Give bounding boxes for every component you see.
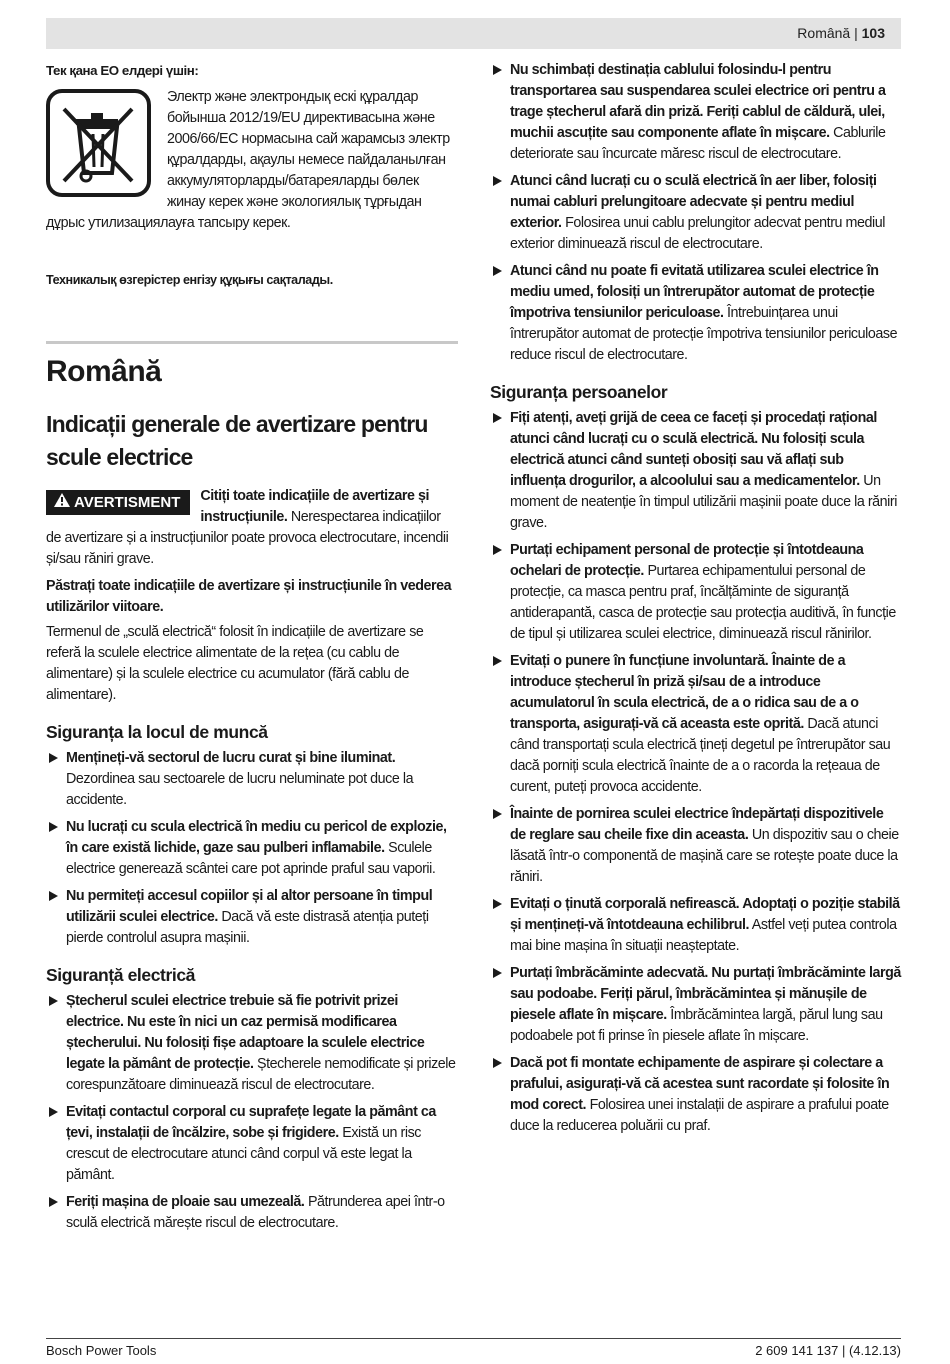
list-item [46, 991, 458, 1096]
item-text: Pătrunderea apei într-o sculă electrică mărește riscul de electrocutare. [66, 1194, 445, 1231]
bullet-arrow-icon [493, 266, 502, 276]
warning-paragraph [46, 486, 458, 570]
bullet-arrow-icon [49, 1197, 58, 1207]
item-bold: Nu schimbați destinația cablului folosindu-l pentru transportarea sau suspendarea sculei electrice ori pentru a trage ștecherul afară din priză. Feriți cablul de căldură, ulei, muchii ascuțite sau componente aflate în mișcare. [510, 62, 886, 141]
work-area-safety-heading: Siguranța la locul de muncă [46, 722, 268, 742]
item-bold: Feriți mașina de ploaie sau umezeală. [66, 1194, 305, 1210]
item-text: Îmbrăcămintea largă, părul lung sau podoabele pot fi prinse în piesele aflate în mișcare. [510, 1007, 883, 1044]
item-text: Folosirea unei instalații de aspirare a prafului poate duce la reducerea poluării cu praf. [510, 1097, 889, 1134]
item-bold: Purtați echipament personal de protecție și întotdeauna ochelari de protecție. [510, 542, 864, 579]
footer-brand: Bosch Power Tools [46, 1343, 157, 1358]
list-item [490, 651, 902, 798]
item-text: Cablurile deteriorate sau încurcate măresc riscul de electrocutare. [510, 125, 886, 162]
list-item [46, 1102, 458, 1186]
item-bold: Atunci când lucrați cu o sculă electrică în aer liber, folosiți numai cabluri prelungitoare adecvate și pentru mediul exterior. [510, 173, 877, 231]
personal-safety-heading: Siguranța persoanelor [490, 382, 668, 402]
bullet-arrow-icon [49, 822, 58, 832]
list-item [46, 748, 458, 811]
item-text: Dezordinea sau sectoarele de lucru neluminate pot duce la accidente. [66, 771, 414, 808]
item-text: Dacă vă este distrasă atenția puteți pierde controlul asupra mașinii. [66, 909, 429, 946]
general-warnings-heading: Indicații generale de avertizare pentru scule electrice [46, 411, 428, 470]
item-text: Ștecherele nemodificate și prizele corespunzătoare diminuează riscul de electrocutare. [66, 1056, 456, 1093]
list-item [46, 886, 458, 949]
item-text: Astfel veți putea controla mai bine mașina în situații neașteptate. [510, 917, 897, 954]
bullet-arrow-icon [493, 899, 502, 909]
item-bold: Înainte de pornirea sculei electrice îndepărtați dispozitivele de reglare sau cheile fixe din aceasta. [510, 806, 884, 843]
header-lang: Română [797, 25, 851, 41]
term-definition: Termenul de „sculă electrică“ folosit în indicațiile de avertizare se referă la sculele electrice alimentate de la rețea (cu cablu de alimentare) și la sculele electrice cu acumulator (fără cablu de alimentare). [46, 624, 424, 703]
item-bold: Evitați o punere în funcțiune involuntară. Înainte de a introduce ștecherul în priză și/sau de a introduce acumulatorul în scula electrică, de a o ridica sau de a o transporta, asigurați-vă că aceasta este oprită. [510, 653, 859, 732]
footer-divider [46, 1338, 901, 1339]
electrical-safety-heading: Siguranță electrică [46, 965, 195, 985]
warning-triangle-icon [54, 493, 70, 507]
language-title: Română [46, 355, 162, 388]
item-bold: Atunci când nu poate fi evitată utilizarea sculei electrice în mediu umed, folosiți un întrerupător automat de protecție împotriva tensiunilor periculoase. [510, 263, 879, 321]
page-header [46, 18, 901, 49]
kz-eu-heading: Тек қана ЕО елдері үшін: [46, 63, 199, 78]
crossed-out-wheelie-bin-icon [46, 89, 151, 197]
list-item [46, 1192, 458, 1234]
item-bold: Evitați o ținută corporală nefirească. Adoptați o poziție stabilă și mențineți-vă întotdeauna echilibrul. [510, 896, 900, 933]
item-text: Sculele electrice generează scântei care pot aprinde praful sau vaporii. [66, 840, 436, 877]
list-item [490, 408, 902, 534]
bullet-arrow-icon [493, 65, 502, 75]
item-text: Folosirea unui cablu prelungitor adecvat pentru mediul exterior diminuează riscul de electrocutare. [510, 215, 885, 252]
item-bold: Nu permiteți accesul copiilor și al altor persoane în timpul utilizării sculei electrice. [66, 888, 433, 925]
left-column [46, 60, 458, 1240]
item-bold: Purtați îmbrăcăminte adecvată. Nu purtați îmbrăcăminte largă sau podoabe. Feriți părul, îmbrăcămintea și mănușile de piesele aflate în mișcare. [510, 965, 901, 1023]
list-item [490, 1053, 902, 1137]
bullet-arrow-icon [493, 968, 502, 978]
item-text: Dacă atunci când transportați scula electrică țineți degetul pe întrerupător sau dacă porniți scula electrică înainte de a o racorda la rețeaua de curent, puteți provoca accidente. [510, 716, 891, 795]
item-bold: Dacă pot fi montate echipamente de aspirare și colectare a prafului, asigurați-vă că acestea sunt racordate și folosite în mod corect. [510, 1055, 890, 1113]
bullet-arrow-icon [49, 1107, 58, 1117]
list-item [490, 894, 902, 957]
page-number: 103 [861, 25, 885, 41]
header-text [797, 25, 885, 41]
kz-disposal-text: Электр және электрондық ескі құралдар бойынша 2012/19/EU директивасына және 2006/66/EC нормасына сай жарамсыз электр құралдарды, ақаулы немесе пайдаланылған аккумуляторларды/батареяларды бөлек жинау керек және экологиялық тұрғыдан дұрыс утилизациялауға тапсыру керек. [46, 89, 450, 231]
list-item [490, 963, 902, 1047]
item-text: Întrebuințarea unui întrerupător automat de protecție împotriva tensiunilor periculoase reduce riscul de electrocutare. [510, 305, 898, 363]
list-item [490, 171, 902, 255]
keep-instructions: Păstrați toate indicațiile de avertizare și instrucțiunile în vederea utilizărilor viitoare. [46, 578, 452, 615]
bullet-arrow-icon [493, 176, 502, 186]
item-bold: Fiți atenți, aveți grijă de ceea ce faceți și procedați rațional atunci când lucrați cu o sculă electrică. Nu folosiți scula electrică atunci când sunteți obosiți sau vă aflați sub influența drogurilor, a alcoolului sau a medicamentelor. [510, 410, 877, 489]
list-item [46, 817, 458, 880]
list-item [490, 540, 902, 645]
footer-doc-number: 2 609 141 137 | (4.12.13) [755, 1343, 901, 1358]
item-bold: Nu lucrați cu scula electrică în mediu cu pericol de explozie, în care există lichide, gaze sau pulberi inflamabile. [66, 819, 447, 856]
bullet-arrow-icon [493, 413, 502, 423]
bullet-arrow-icon [493, 545, 502, 555]
section-divider [46, 341, 458, 344]
item-bold: Ștecherul sculei electrice trebuie să fie potrivit prizei electrice. Nu este în nici un caz permisă modificarea ștecherului. Nu folosiți fișe adaptoare la sculele electrice legate la pământ de protecție. [66, 993, 425, 1072]
item-text: Există un risc crescut de electrocutare atunci când corpul vă este legat la pământ. [66, 1125, 421, 1183]
header-separator: | [850, 25, 862, 41]
bullet-arrow-icon [49, 753, 58, 763]
kz-rights-note: Техникалық өзгерістер енгізу құқығы сақталады. [46, 273, 333, 287]
bullet-arrow-icon [493, 1058, 502, 1068]
list-item [490, 261, 902, 366]
right-column [490, 60, 902, 1143]
item-text: Un moment de neatenție în timpul utilizării mașinii poate duce la răniri grave. [510, 473, 897, 531]
list-item [490, 804, 902, 888]
bullet-arrow-icon [49, 996, 58, 1006]
item-bold: Evitați contactul corporal cu suprafețe legate la pământ ca țevi, instalații de încălzire, sobe și frigidere. [66, 1104, 436, 1141]
bullet-arrow-icon [493, 656, 502, 666]
kz-disposal-block [46, 87, 458, 234]
bullet-arrow-icon [49, 891, 58, 901]
item-bold: Mențineți-vă sectorul de lucru curat și bine iluminat. [66, 750, 396, 766]
warning-bold: Citiți toate indicațiile de avertizare și instrucțiunile. [200, 488, 430, 525]
bullet-arrow-icon [493, 809, 502, 819]
warning-badge-label: AVERTISMENT [74, 494, 181, 511]
warning-badge [46, 490, 190, 515]
warning-text: Nerespectarea indicațiilor de avertizare și a instrucțiunilor poate provoca electrocutare, incendii și/sau răniri grave. [46, 509, 449, 567]
item-text: Un dispozitiv sau o cheie lăsată într-o componentă de mașină care se rotește poate duce la răniri. [510, 827, 899, 885]
list-item [490, 60, 902, 165]
item-text: Purtarea echipamentului personal de protecție, ca masca pentru praf, încălțăminte de siguranță antiderapantă, casca de protecție sau protecția auditivă, în funcție de tipul și utilizarea sculei electrice, diminuează riscul rănirilor. [510, 563, 896, 642]
